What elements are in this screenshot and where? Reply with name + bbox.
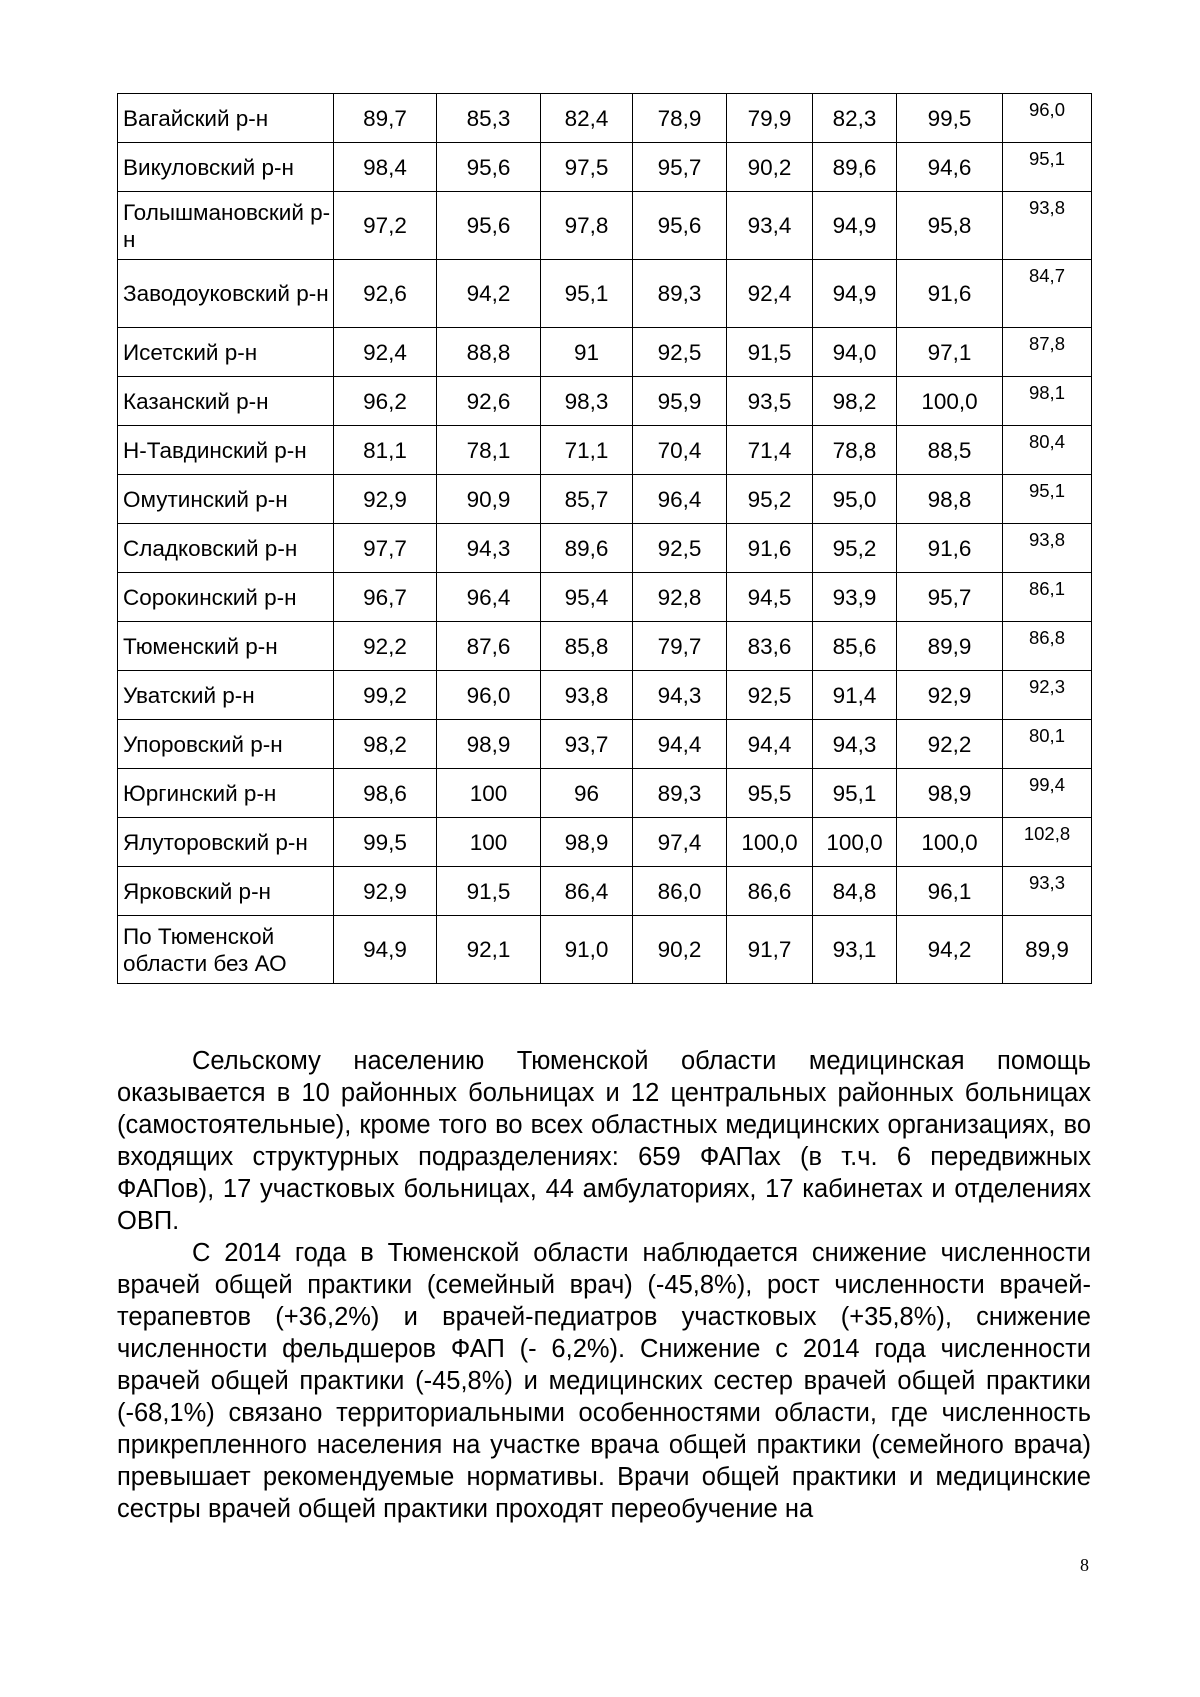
value-cell: 96,2	[334, 377, 437, 426]
value-cell: 96,1	[897, 867, 1003, 916]
value-cell: 89,3	[633, 769, 727, 818]
value-cell: 99,2	[334, 671, 437, 720]
value-cell: 71,1	[541, 426, 633, 475]
value-cell: 94,0	[813, 328, 897, 377]
value-cell: 78,9	[633, 94, 727, 143]
value-cell: 89,3	[633, 260, 727, 328]
table-row	[118, 818, 1092, 867]
value-cell: 96	[541, 769, 633, 818]
value-cell: 92,5	[633, 328, 727, 377]
value-cell: 85,6	[813, 622, 897, 671]
value-cell: 94,9	[334, 916, 437, 984]
value-cell: 99,5	[334, 818, 437, 867]
value-cell: 78,1	[437, 426, 541, 475]
paragraph: С 2014 года в Тюменской области наблюдается снижение численности врачей общей практики (семейный врач) (-45,8%), рост численности врачей-терапевтов (+36,2%) и врачей-педиатров участковых (+35,8%), снижение численности фельдшеров ФАП (- 6,2%). Снижение с 2014 года численности врачей общей практики (-45,8%) и медицинских сестер врачей общей практики (-68,1%) связано территориальными особенностями области, где численность прикрепленного населения на участке врача общей практики (семейного врача) превышает рекомендуемые нормативы. Врачи общей практики и медицинские сестры врачей общей практики проходят переобучение на	[117, 1239, 1091, 1523]
value-cell: 82,4	[541, 94, 633, 143]
value-cell: 83,6	[727, 622, 813, 671]
table-row	[118, 260, 1092, 328]
value-cell: 86,4	[541, 867, 633, 916]
value-cell: 93,8	[1003, 524, 1092, 573]
value-cell: 84,7	[1003, 260, 1092, 328]
value-cell: 94,3	[633, 671, 727, 720]
value-cell: 95,2	[813, 524, 897, 573]
district-name-cell: Казанский р-н	[118, 377, 334, 426]
value-cell: 98,2	[813, 377, 897, 426]
value-cell: 81,1	[334, 426, 437, 475]
table-row	[118, 867, 1092, 916]
value-cell: 94,4	[727, 720, 813, 769]
district-name-cell: Тюменский р-н	[118, 622, 334, 671]
table-row	[118, 143, 1092, 192]
district-name-cell: Сорокинский р-н	[118, 573, 334, 622]
value-cell: 90,9	[437, 475, 541, 524]
table-row	[118, 377, 1092, 426]
value-cell: 92,3	[1003, 671, 1092, 720]
value-cell: 84,8	[813, 867, 897, 916]
value-cell: 86,0	[633, 867, 727, 916]
value-cell: 95,2	[727, 475, 813, 524]
value-cell: 92,2	[334, 622, 437, 671]
value-cell: 87,6	[437, 622, 541, 671]
value-cell: 94,3	[437, 524, 541, 573]
value-cell: 91,5	[727, 328, 813, 377]
value-cell: 99,4	[1003, 769, 1092, 818]
value-cell: 96,4	[437, 573, 541, 622]
value-cell: 98,4	[334, 143, 437, 192]
district-name-cell: Заводоуковский р-н	[118, 260, 334, 328]
value-cell: 91,7	[727, 916, 813, 984]
value-cell: 86,6	[727, 867, 813, 916]
value-cell: 98,1	[1003, 377, 1092, 426]
value-cell: 93,4	[727, 192, 813, 260]
page-number: 8	[1080, 1555, 1089, 1575]
value-cell: 89,9	[897, 622, 1003, 671]
value-cell: 89,9	[1003, 916, 1092, 984]
district-name-cell: Ярковский р-н	[118, 867, 334, 916]
value-cell: 86,1	[1003, 573, 1092, 622]
value-cell: 88,8	[437, 328, 541, 377]
value-cell: 92,9	[334, 867, 437, 916]
value-cell: 90,2	[727, 143, 813, 192]
value-cell: 89,7	[334, 94, 437, 143]
value-cell: 94,2	[897, 916, 1003, 984]
value-cell: 95,9	[633, 377, 727, 426]
value-cell: 98,3	[541, 377, 633, 426]
value-cell: 85,8	[541, 622, 633, 671]
value-cell: 82,3	[813, 94, 897, 143]
value-cell: 92,4	[334, 328, 437, 377]
value-cell: 78,8	[813, 426, 897, 475]
value-cell: 94,4	[633, 720, 727, 769]
value-cell: 89,6	[813, 143, 897, 192]
value-cell: 94,3	[813, 720, 897, 769]
table-row	[118, 573, 1092, 622]
value-cell: 100,0	[897, 377, 1003, 426]
value-cell: 85,3	[437, 94, 541, 143]
value-cell: 95,0	[813, 475, 897, 524]
district-name-cell: Уватский р-н	[118, 671, 334, 720]
value-cell: 95,1	[813, 769, 897, 818]
value-cell: 98,9	[437, 720, 541, 769]
table-row	[118, 524, 1092, 573]
value-cell: 91,6	[897, 524, 1003, 573]
value-cell: 93,5	[727, 377, 813, 426]
value-cell: 93,3	[1003, 867, 1092, 916]
value-cell: 98,9	[897, 769, 1003, 818]
value-cell: 91,6	[897, 260, 1003, 328]
value-cell: 96,4	[633, 475, 727, 524]
value-cell: 93,9	[813, 573, 897, 622]
value-cell: 100,0	[813, 818, 897, 867]
district-name-cell: По Тюменской области без АО	[118, 916, 334, 984]
value-cell: 93,1	[813, 916, 897, 984]
value-cell: 91,6	[727, 524, 813, 573]
value-cell: 91,0	[541, 916, 633, 984]
district-name-cell: Омутинский р-н	[118, 475, 334, 524]
value-cell: 93,7	[541, 720, 633, 769]
value-cell: 95,5	[727, 769, 813, 818]
value-cell: 92,9	[334, 475, 437, 524]
district-name-cell: Вагайский р-н	[118, 94, 334, 143]
table-row	[118, 916, 1092, 984]
value-cell: 92,8	[633, 573, 727, 622]
value-cell: 86,8	[1003, 622, 1092, 671]
value-cell: 95,7	[633, 143, 727, 192]
value-cell: 92,6	[334, 260, 437, 328]
district-name-cell: Голышмановский р-н	[118, 192, 334, 260]
value-cell: 95,7	[897, 573, 1003, 622]
value-cell: 93,8	[1003, 192, 1092, 260]
value-cell: 92,2	[897, 720, 1003, 769]
table-row	[118, 475, 1092, 524]
value-cell: 95,1	[1003, 475, 1092, 524]
district-name-cell: Сладковский р-н	[118, 524, 334, 573]
value-cell: 97,1	[897, 328, 1003, 377]
value-cell: 100	[437, 769, 541, 818]
district-name-cell: Ялуторовский р-н	[118, 818, 334, 867]
table-row	[118, 94, 1092, 143]
value-cell: 92,1	[437, 916, 541, 984]
value-cell: 95,6	[633, 192, 727, 260]
value-cell: 92,5	[633, 524, 727, 573]
paragraph: Сельскому населению Тюменской области медицинская помощь оказывается в 10 районных больницах и 12 центральных районных больницах (самостоятельные), кроме того во всех областных медицинских организациях, во входящих структурных подразделениях: 659 ФАПах (в т.ч. 6 передвижных ФАПов), 17 участковых больницах, 44 амбулаториях, 17 кабинетах и отделениях ОВП.	[117, 1047, 1091, 1235]
value-cell: 70,4	[633, 426, 727, 475]
table-body	[118, 94, 1092, 984]
value-cell: 97,2	[334, 192, 437, 260]
value-cell: 79,9	[727, 94, 813, 143]
district-name-cell: Исетский р-н	[118, 328, 334, 377]
value-cell: 96,7	[334, 573, 437, 622]
value-cell: 80,1	[1003, 720, 1092, 769]
value-cell: 89,6	[541, 524, 633, 573]
value-cell: 102,8	[1003, 818, 1092, 867]
value-cell: 98,2	[334, 720, 437, 769]
value-cell: 91	[541, 328, 633, 377]
value-cell: 90,2	[633, 916, 727, 984]
value-cell: 99,5	[897, 94, 1003, 143]
value-cell: 93,8	[541, 671, 633, 720]
value-cell: 92,4	[727, 260, 813, 328]
value-cell: 96,0	[437, 671, 541, 720]
value-cell: 87,8	[1003, 328, 1092, 377]
value-cell: 94,2	[437, 260, 541, 328]
district-name-cell: Викуловский р-н	[118, 143, 334, 192]
value-cell: 96,0	[1003, 94, 1092, 143]
value-cell: 97,8	[541, 192, 633, 260]
table-row	[118, 720, 1092, 769]
value-cell: 97,7	[334, 524, 437, 573]
value-cell: 98,9	[541, 818, 633, 867]
value-cell: 71,4	[727, 426, 813, 475]
table-row	[118, 769, 1092, 818]
table-row	[118, 328, 1092, 377]
value-cell: 100,0	[727, 818, 813, 867]
value-cell: 95,1	[541, 260, 633, 328]
district-name-cell: Упоровский р-н	[118, 720, 334, 769]
value-cell: 97,4	[633, 818, 727, 867]
value-cell: 94,5	[727, 573, 813, 622]
value-cell: 95,4	[541, 573, 633, 622]
district-name-cell: Юргинский р-н	[118, 769, 334, 818]
value-cell: 98,8	[897, 475, 1003, 524]
value-cell: 94,6	[897, 143, 1003, 192]
district-stats-table	[117, 93, 1092, 984]
table-row	[118, 426, 1092, 475]
value-cell: 95,6	[437, 192, 541, 260]
value-cell: 92,6	[437, 377, 541, 426]
value-cell: 79,7	[633, 622, 727, 671]
value-cell: 97,5	[541, 143, 633, 192]
table-row	[118, 622, 1092, 671]
body-text	[117, 1045, 1091, 1525]
value-cell: 94,9	[813, 260, 897, 328]
table-row	[118, 671, 1092, 720]
value-cell: 92,9	[897, 671, 1003, 720]
value-cell: 91,4	[813, 671, 897, 720]
table-row	[118, 192, 1092, 260]
value-cell: 95,6	[437, 143, 541, 192]
value-cell: 80,4	[1003, 426, 1092, 475]
value-cell: 94,9	[813, 192, 897, 260]
value-cell: 100,0	[897, 818, 1003, 867]
value-cell: 98,6	[334, 769, 437, 818]
value-cell: 85,7	[541, 475, 633, 524]
district-name-cell: Н-Тавдинский р-н	[118, 426, 334, 475]
value-cell: 95,8	[897, 192, 1003, 260]
value-cell: 88,5	[897, 426, 1003, 475]
value-cell: 100	[437, 818, 541, 867]
value-cell: 91,5	[437, 867, 541, 916]
value-cell: 92,5	[727, 671, 813, 720]
value-cell: 95,1	[1003, 143, 1092, 192]
